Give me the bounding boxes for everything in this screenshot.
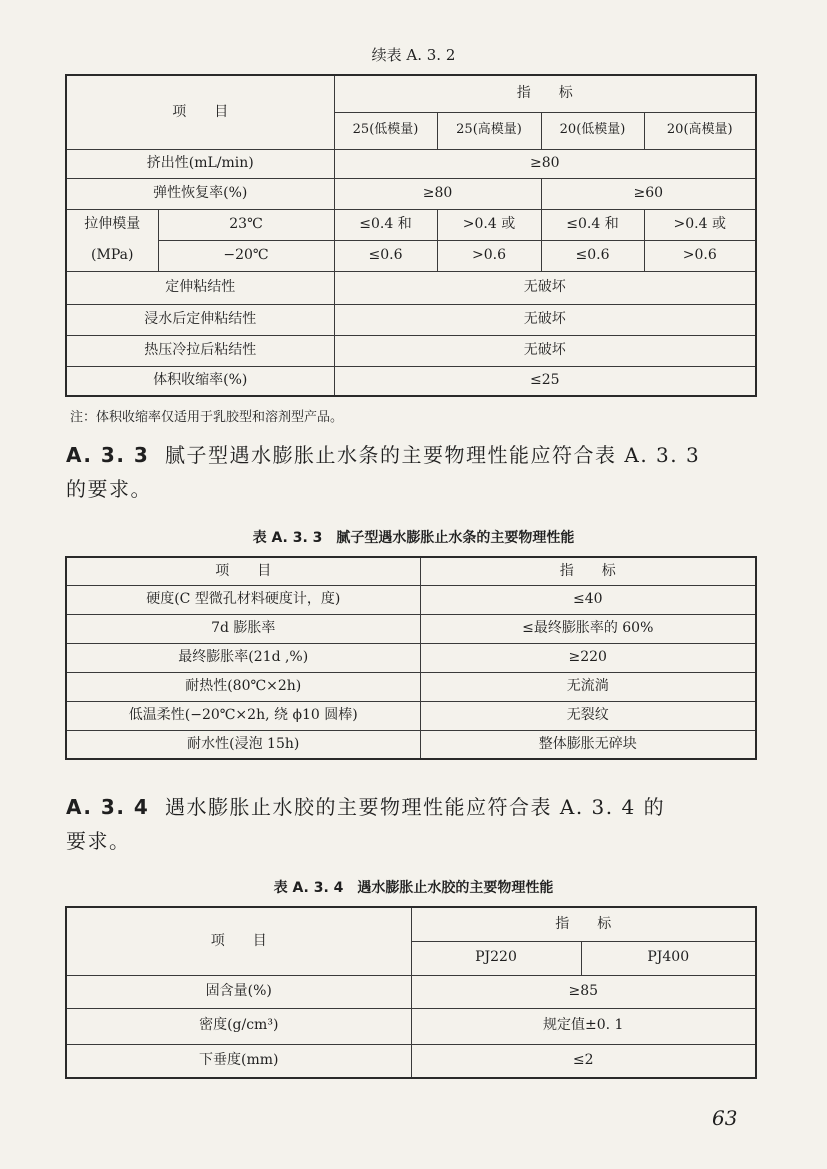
table-a34-caption: 表 A. 3. 4 遇水膨胀止水胶的主要物理性能 <box>273 880 554 896</box>
header-item: 项 目 <box>66 557 420 585</box>
header-index: 指 标 <box>411 907 756 941</box>
row-label: 热压冷拉后粘结性 <box>66 335 334 366</box>
page-number: 63 <box>712 1106 738 1130</box>
col-25-high: 25(高模量) <box>437 112 541 149</box>
row-value: ≥85 <box>411 975 756 1008</box>
paragraph-line: 要求。 <box>66 829 131 853</box>
row-value: ≤40 <box>420 585 756 614</box>
table-a33-caption: 表 A. 3. 3 腻子型遇水膨胀止水条的主要物理性能 <box>252 530 575 546</box>
row-label: 体积收缩率(%) <box>66 366 334 396</box>
table-a32-note: 注：体积收缩率仅适用于乳胶型和溶剂型产品。 <box>70 410 344 425</box>
row-value: 无破坏 <box>334 335 756 366</box>
row-value: 无流淌 <box>420 672 756 701</box>
row-label: 下垂度(mm) <box>66 1044 411 1078</box>
paragraph-line: 遇水膨胀止水胶的主要物理性能应符合表 A. 3. 4 的 <box>165 795 666 819</box>
header-index: 指 标 <box>420 557 756 585</box>
table-a34 <box>65 906 757 1079</box>
cell: >0.6 <box>644 240 756 271</box>
row-label: 密度(g/cm³) <box>66 1008 411 1044</box>
row-label: 低温柔性(−20℃×2h, 绕 ϕ10 圆棒) <box>66 701 420 730</box>
row-value: ≥80 <box>334 178 541 209</box>
cell: ≤0.4 和 <box>334 209 437 240</box>
row-label: 弹性恢复率(%) <box>66 178 334 209</box>
row-label: 硬度(C 型微孔材料硬度计，度) <box>66 585 420 614</box>
row-value: ≥80 <box>334 149 756 178</box>
col-25-low: 25(低模量) <box>334 112 437 149</box>
paragraph-line: 的要求。 <box>66 477 152 501</box>
row-label: 固含量(%) <box>66 975 411 1008</box>
cell: ≤0.6 <box>334 240 437 271</box>
paragraph-line: 腻子型遇水膨胀止水条的主要物理性能应符合表 A. 3. 3 <box>165 443 701 467</box>
row-value: ≥220 <box>420 643 756 672</box>
row-label: 浸水后定伸粘结性 <box>66 304 334 335</box>
table-a32-caption: 续表 A. 3. 2 <box>371 46 456 64</box>
row-label: 最终膨胀率(21d ,%) <box>66 643 420 672</box>
row-value: 无破坏 <box>334 271 756 304</box>
cell: >0.6 <box>437 240 541 271</box>
paragraph-a34 <box>66 790 766 858</box>
header-index: 指 标 <box>334 75 756 112</box>
temp-23: 23℃ <box>158 209 334 240</box>
row-label: 耐热性(80℃×2h) <box>66 672 420 701</box>
row-value: ≤25 <box>334 366 756 396</box>
row-label: 拉伸模量 <box>66 209 158 240</box>
row-value: ≤最终膨胀率的 60% <box>420 614 756 643</box>
section-number: A. 3. 4 <box>66 795 150 819</box>
cell: >0.4 或 <box>644 209 756 240</box>
header-item: 项 目 <box>66 907 411 975</box>
temp-minus20: −20℃ <box>158 240 334 271</box>
row-value: 规定值±0. 1 <box>411 1008 756 1044</box>
col-20-low: 20(低模量) <box>541 112 644 149</box>
col-20-high: 20(高模量) <box>644 112 756 149</box>
cell: >0.4 或 <box>437 209 541 240</box>
row-label: 挤出性(mL/min) <box>66 149 334 178</box>
col-pj400: PJ400 <box>581 941 756 975</box>
row-label: 耐水性(浸泡 15h) <box>66 730 420 759</box>
cell: ≤0.4 和 <box>541 209 644 240</box>
row-value: ≤2 <box>411 1044 756 1078</box>
row-value: 无破坏 <box>334 304 756 335</box>
col-pj220: PJ220 <box>411 941 581 975</box>
table-a33 <box>65 556 757 760</box>
table-a32 <box>65 74 757 397</box>
row-label: 7d 膨胀率 <box>66 614 420 643</box>
row-label: 定伸粘结性 <box>66 271 334 304</box>
row-value: 整体膨胀无碎块 <box>420 730 756 759</box>
header-item: 项 目 <box>66 75 334 149</box>
section-number: A. 3. 3 <box>66 443 150 467</box>
paragraph-a33 <box>66 438 766 506</box>
row-value: 无裂纹 <box>420 701 756 730</box>
row-value: ≥60 <box>541 178 756 209</box>
cell: ≤0.6 <box>541 240 644 271</box>
row-label-unit: (MPa) <box>66 240 158 271</box>
